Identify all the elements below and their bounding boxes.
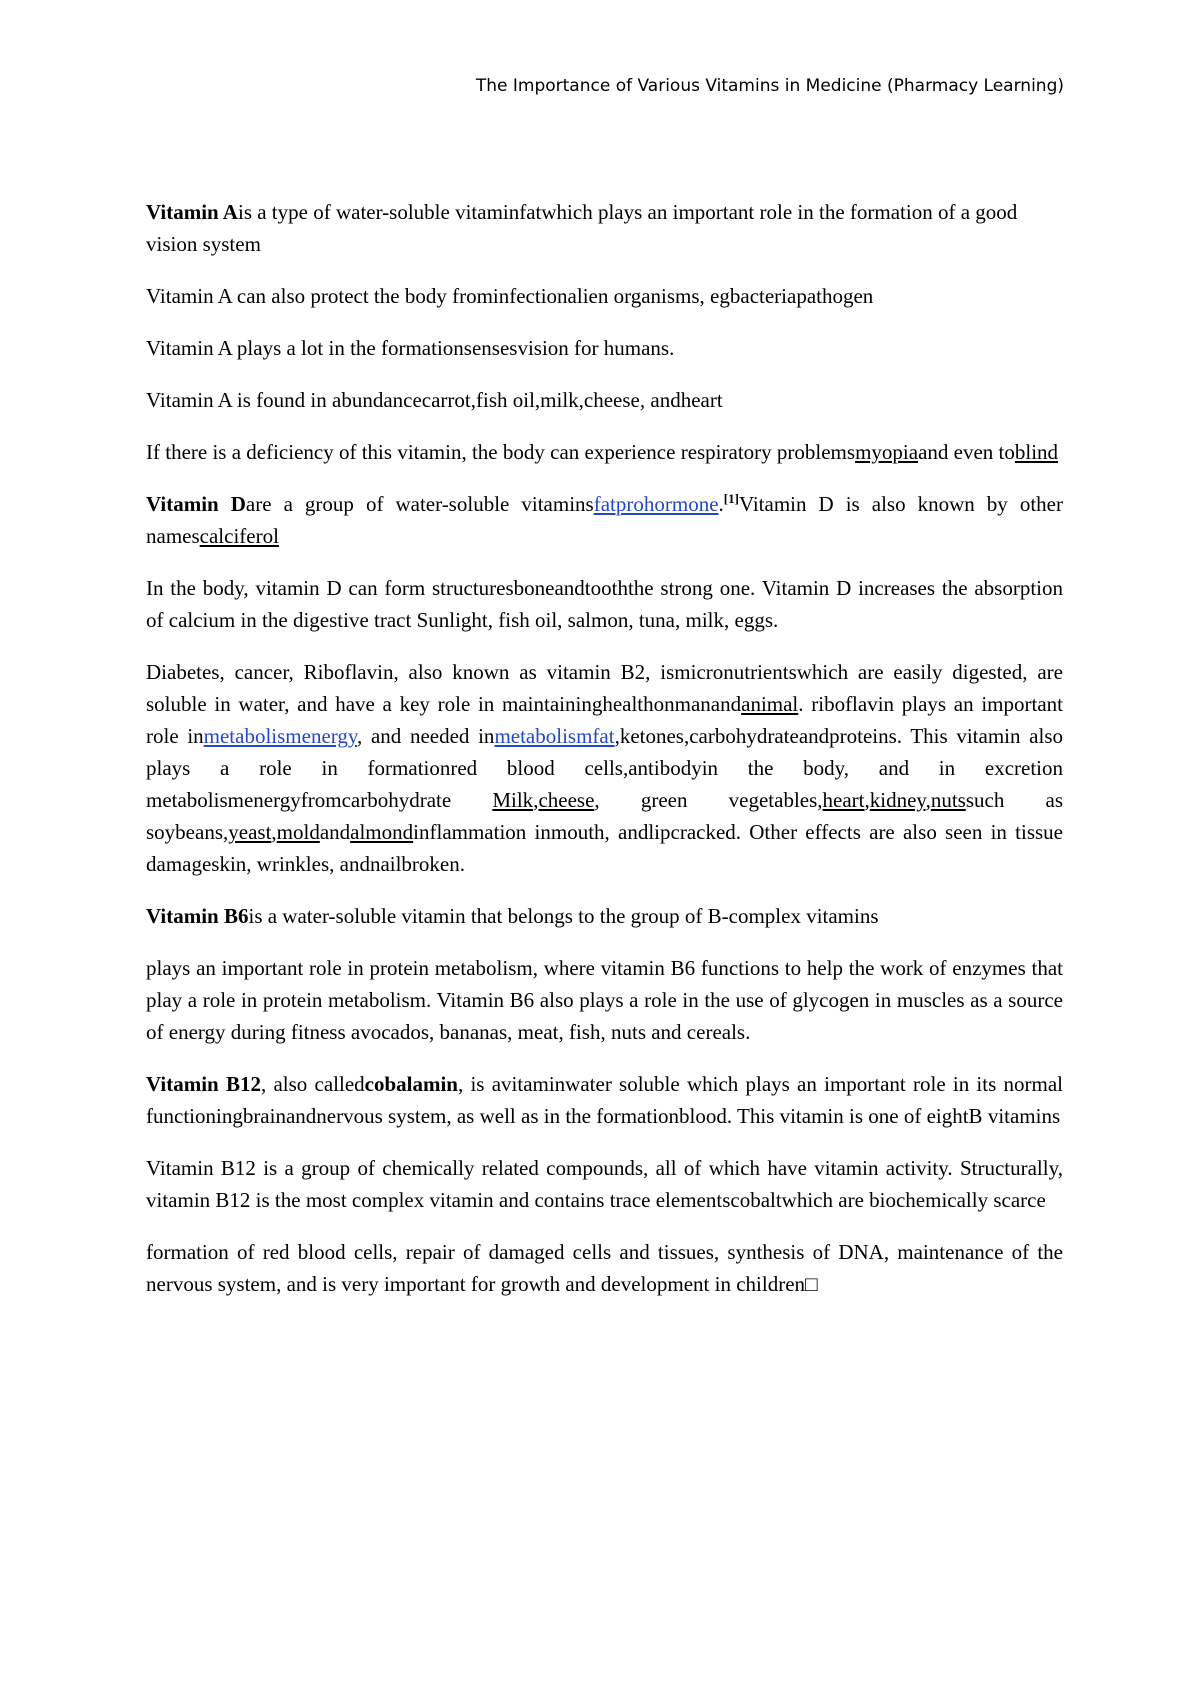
link-yeast[interactable]: yeast: [228, 820, 272, 844]
link-blind[interactable]: blind: [1014, 440, 1059, 464]
link-nuts[interactable]: nuts: [930, 788, 966, 812]
page-header: The Importance of Various Vitamins in Medicine (Pharmacy Learning): [475, 76, 1064, 96]
link-mold[interactable]: mold: [276, 820, 320, 844]
paragraph-vitamin-a-intro: Vitamin Ais a type of water-soluble vitaminfatwhich plays an important role in the formation of a good vision system: [146, 200, 1018, 256]
paragraph-vitamin-b12-structure: Vitamin B12 is a group of chemically related compounds, all of which have vitamin activity. Structurally, vitamin B12 is the most complex vitamin and contains trace elementscobaltwhich are biochemically scarce: [146, 1156, 1063, 1212]
paragraph-vitamin-a-deficiency: If there is a deficiency of this vitamin, the body can experience respiratory problemsmyopiaand even toblind: [146, 440, 1059, 464]
link-heart[interactable]: heart: [822, 788, 865, 812]
link-myopia[interactable]: myopia: [855, 440, 919, 464]
link-cheese[interactable]: cheese: [538, 788, 595, 812]
footnote-ref[interactable]: [1]: [723, 491, 739, 506]
term-cobalamin: cobalamin: [364, 1072, 458, 1096]
link-calciferol[interactable]: calciferol: [199, 524, 279, 548]
link-almond[interactable]: almond: [350, 820, 414, 844]
link-milk[interactable]: Milk: [492, 788, 534, 812]
link-animal[interactable]: animal: [741, 692, 799, 716]
paragraph-vitamin-a-sources: Vitamin A is found in abundancecarrot,fish oil,milk,cheese, andheart: [146, 388, 723, 412]
paragraph-vitamin-d-intro: Vitamin Dare a group of water-soluble vitaminsfatprohormone.[1]Vitamin D is also known by other namescalciferol: [146, 491, 1063, 548]
link-kidney[interactable]: kidney: [869, 788, 926, 812]
paragraph-vitamin-d-body: In the body, vitamin D can form structuresboneandtooththe strong one. Vitamin D increases the absorption of calcium in the digestive tract Sunlight, fish oil, salmon, tuna, milk, eggs.: [146, 576, 1063, 632]
paragraph-vitamin-b6-role: plays an important role in protein metabolism, where vitamin B6 functions to help the work of enzymes that play a role in protein metabolism. Vitamin B6 also plays a role in the use of glycogen in muscles as a source of energy during fitness avocados, bananas, meat, fish, nuts and cereals.: [146, 956, 1063, 1044]
paragraph-vitamin-b6-intro: Vitamin B6is a water-soluble vitamin that belongs to the group of B-complex vitamins: [146, 904, 879, 928]
document-body: [146, 196, 1063, 1320]
paragraph-vitamin-b12-functions: formation of red blood cells, repair of damaged cells and tissues, synthesis of DNA, maintenance of the nervous system, and is very important for growth and development in children□: [146, 1240, 1063, 1296]
paragraph-vitamin-b12-intro: Vitamin B12, also calledcobalamin, is avitaminwater soluble which plays an important role in its normal functioningbrainandnervous system, as well as in the formationblood. This vitamin is one of eightB vitamins: [146, 1072, 1063, 1128]
link-metabolismfat[interactable]: metabolismfat: [494, 724, 615, 748]
paragraph-vitamin-a-protection: Vitamin A can also protect the body frominfectionalien organisms, egbacteriapathogen: [146, 284, 874, 308]
term-vitamin-b6: Vitamin B6: [146, 904, 249, 928]
paragraph-riboflavin: Diabetes, cancer, Riboflavin, also known as vitamin B2, ismicronutrientswhich are easily digested, are soluble in water, and have a key role in maintaininghealthonmanandanimal. riboflavin plays an important role inmetabolismenergy, and needed inmetabolismfat,ketones,carbohydrateandproteins. This vitamin also plays a role in formationred blood cells,antibodyin the body, and in excretion metabolismenergyfromcarbohydrate Milk,cheese, green vegetables,heart,kidney,nutssuch as soybeans,yeast,moldandalmondinflammation inmouth, andlipcracked. Other effects are also seen in tissue damageskin, wrinkles, andnailbroken.: [146, 660, 1064, 876]
term-vitamin-d: Vitamin D: [146, 492, 246, 516]
term-vitamin-a: Vitamin A: [146, 200, 238, 224]
link-fatprohormone[interactable]: fatprohormone: [593, 492, 719, 516]
link-metabolismenergy[interactable]: metabolismenergy: [203, 724, 358, 748]
term-vitamin-b12: Vitamin B12: [146, 1072, 261, 1096]
paragraph-vitamin-a-vision: Vitamin A plays a lot in the formationsensesvision for humans.: [146, 336, 675, 360]
